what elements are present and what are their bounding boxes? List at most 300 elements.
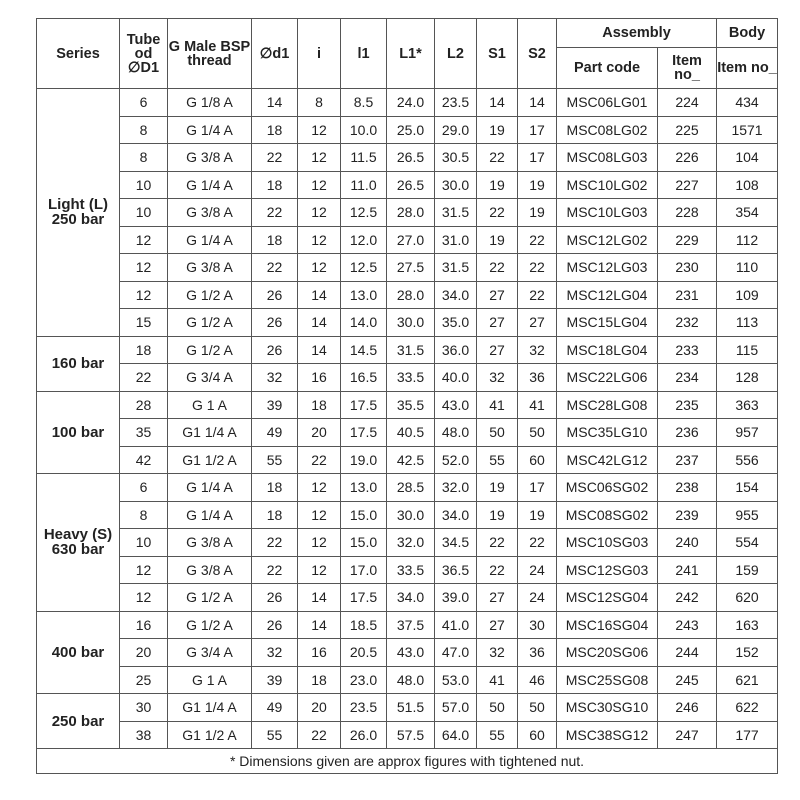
assembly-item-cell: 244	[658, 639, 717, 667]
series-cell: 400 bar	[37, 611, 120, 694]
header-part-code: Part code	[557, 48, 658, 89]
thread-cell: G 1/8 A	[168, 89, 252, 117]
S2-cell: 60	[518, 721, 557, 749]
assembly-item-cell: 226	[658, 144, 717, 172]
thread-cell: G 1/2 A	[168, 611, 252, 639]
l1-small-cell: 13.0	[341, 281, 387, 309]
header-S1: S1	[477, 19, 518, 89]
S2-cell: 22	[518, 226, 557, 254]
table-row	[37, 336, 778, 364]
S1-cell: 19	[477, 226, 518, 254]
i-cell: 22	[298, 446, 341, 474]
L1-cell: 28.5	[387, 474, 435, 502]
L1-cell: 27.5	[387, 254, 435, 282]
thread-cell: G 1/4 A	[168, 501, 252, 529]
assembly-item-cell: 247	[658, 721, 717, 749]
L2-cell: 64.0	[435, 721, 477, 749]
d1-cell: 22	[252, 199, 298, 227]
l1-small-cell: 14.5	[341, 336, 387, 364]
S1-cell: 22	[477, 254, 518, 282]
L2-cell: 30.0	[435, 171, 477, 199]
table-row	[37, 694, 778, 722]
l1-small-cell: 19.0	[341, 446, 387, 474]
thread-cell: G 1/4 A	[168, 116, 252, 144]
L2-cell: 36.0	[435, 336, 477, 364]
body-item-cell: 112	[717, 226, 778, 254]
thread-cell: G 1/2 A	[168, 336, 252, 364]
body-item-cell: 554	[717, 529, 778, 557]
assembly-item-cell: 239	[658, 501, 717, 529]
d1-cell: 32	[252, 639, 298, 667]
L1-cell: 42.5	[387, 446, 435, 474]
tube-od-cell: 15	[120, 309, 168, 337]
l1-small-cell: 17.5	[341, 391, 387, 419]
table-row	[37, 171, 778, 199]
assembly-item-cell: 237	[658, 446, 717, 474]
i-cell: 14	[298, 611, 341, 639]
l1-small-cell: 23.0	[341, 666, 387, 694]
d1-cell: 26	[252, 611, 298, 639]
thread-cell: G1 1/2 A	[168, 721, 252, 749]
table-row	[37, 89, 778, 117]
series-cell: Heavy (S) 630 bar	[37, 474, 120, 612]
L2-cell: 48.0	[435, 419, 477, 447]
S2-cell: 30	[518, 611, 557, 639]
L2-cell: 40.0	[435, 364, 477, 392]
thread-cell: G 1/4 A	[168, 474, 252, 502]
assembly-item-cell: 235	[658, 391, 717, 419]
d1-cell: 49	[252, 419, 298, 447]
tube-od-cell: 10	[120, 199, 168, 227]
i-cell: 14	[298, 336, 341, 364]
thread-cell: G1 1/4 A	[168, 694, 252, 722]
part-code-cell: MSC10LG02	[557, 171, 658, 199]
header-body-item: Item no_	[717, 48, 778, 89]
L1-cell: 37.5	[387, 611, 435, 639]
S1-cell: 41	[477, 666, 518, 694]
d1-cell: 14	[252, 89, 298, 117]
l1-small-cell: 15.0	[341, 501, 387, 529]
d1-cell: 18	[252, 116, 298, 144]
L1-cell: 30.0	[387, 501, 435, 529]
tube-od-cell: 28	[120, 391, 168, 419]
part-code-cell: MSC08SG02	[557, 501, 658, 529]
d1-cell: 18	[252, 171, 298, 199]
assembly-item-cell: 231	[658, 281, 717, 309]
table-row	[37, 584, 778, 612]
S2-cell: 41	[518, 391, 557, 419]
assembly-item-cell: 246	[658, 694, 717, 722]
tube-od-cell: 8	[120, 501, 168, 529]
L1-cell: 33.5	[387, 364, 435, 392]
L1-cell: 31.5	[387, 336, 435, 364]
S1-cell: 19	[477, 116, 518, 144]
S2-cell: 50	[518, 694, 557, 722]
assembly-item-cell: 236	[658, 419, 717, 447]
thread-cell: G 3/8 A	[168, 199, 252, 227]
l1-small-cell: 13.0	[341, 474, 387, 502]
S1-cell: 50	[477, 419, 518, 447]
thread-cell: G 1/4 A	[168, 226, 252, 254]
L2-cell: 34.0	[435, 501, 477, 529]
assembly-item-cell: 243	[658, 611, 717, 639]
S2-cell: 14	[518, 89, 557, 117]
part-code-cell: MSC18LG04	[557, 336, 658, 364]
S2-cell: 17	[518, 474, 557, 502]
thread-cell: G 1/2 A	[168, 584, 252, 612]
d1-cell: 49	[252, 694, 298, 722]
body-item-cell: 154	[717, 474, 778, 502]
part-code-cell: MSC12SG04	[557, 584, 658, 612]
tube-od-cell: 38	[120, 721, 168, 749]
i-cell: 8	[298, 89, 341, 117]
part-code-cell: MSC12LG04	[557, 281, 658, 309]
l1-small-cell: 10.0	[341, 116, 387, 144]
S1-cell: 22	[477, 144, 518, 172]
thread-cell: G 1/2 A	[168, 309, 252, 337]
L2-cell: 36.5	[435, 556, 477, 584]
S2-cell: 36	[518, 639, 557, 667]
series-cell: 160 bar	[37, 336, 120, 391]
l1-small-cell: 11.0	[341, 171, 387, 199]
S1-cell: 32	[477, 364, 518, 392]
L1-cell: 28.0	[387, 281, 435, 309]
L2-cell: 39.0	[435, 584, 477, 612]
L2-cell: 53.0	[435, 666, 477, 694]
part-code-cell: MSC25SG08	[557, 666, 658, 694]
thread-cell: G1 1/2 A	[168, 446, 252, 474]
header-i: i	[298, 19, 341, 89]
S1-cell: 27	[477, 281, 518, 309]
L2-cell: 31.5	[435, 254, 477, 282]
footnote: * Dimensions given are approx figures with tightened nut.	[37, 749, 778, 774]
S1-cell: 55	[477, 721, 518, 749]
S2-cell: 17	[518, 144, 557, 172]
thread-cell: G 1/4 A	[168, 171, 252, 199]
i-cell: 18	[298, 391, 341, 419]
S1-cell: 22	[477, 199, 518, 227]
L2-cell: 52.0	[435, 446, 477, 474]
tube-od-cell: 12	[120, 281, 168, 309]
table-row	[37, 309, 778, 337]
body-item-cell: 556	[717, 446, 778, 474]
part-code-cell: MSC12SG03	[557, 556, 658, 584]
body-item-cell: 108	[717, 171, 778, 199]
l1-small-cell: 18.5	[341, 611, 387, 639]
thread-cell: G1 1/4 A	[168, 419, 252, 447]
body-item-cell: 109	[717, 281, 778, 309]
header-assembly: Assembly	[557, 19, 717, 48]
S1-cell: 19	[477, 501, 518, 529]
L1-cell: 26.5	[387, 144, 435, 172]
body-item-cell: 177	[717, 721, 778, 749]
part-code-cell: MSC10SG03	[557, 529, 658, 557]
part-code-cell: MSC20SG06	[557, 639, 658, 667]
tube-od-cell: 42	[120, 446, 168, 474]
i-cell: 22	[298, 721, 341, 749]
S2-cell: 27	[518, 309, 557, 337]
part-code-cell: MSC42LG12	[557, 446, 658, 474]
body-item-cell: 354	[717, 199, 778, 227]
L1-cell: 28.0	[387, 199, 435, 227]
i-cell: 14	[298, 309, 341, 337]
L1-cell: 33.5	[387, 556, 435, 584]
table-row	[37, 226, 778, 254]
l1-small-cell: 12.5	[341, 254, 387, 282]
d1-cell: 22	[252, 529, 298, 557]
table-row	[37, 529, 778, 557]
thread-cell: G 3/8 A	[168, 144, 252, 172]
tube-od-cell: 16	[120, 611, 168, 639]
i-cell: 16	[298, 364, 341, 392]
part-code-cell: MSC15LG04	[557, 309, 658, 337]
d1-cell: 39	[252, 666, 298, 694]
L1-cell: 40.5	[387, 419, 435, 447]
table-row	[37, 666, 778, 694]
header-l1-small: l1	[341, 19, 387, 89]
l1-small-cell: 17.0	[341, 556, 387, 584]
S1-cell: 55	[477, 446, 518, 474]
l1-small-cell: 8.5	[341, 89, 387, 117]
fitting-spec-table	[36, 18, 778, 774]
l1-small-cell: 17.5	[341, 419, 387, 447]
part-code-cell: MSC12LG03	[557, 254, 658, 282]
l1-small-cell: 23.5	[341, 694, 387, 722]
i-cell: 14	[298, 281, 341, 309]
d1-cell: 55	[252, 721, 298, 749]
i-cell: 12	[298, 116, 341, 144]
header-series: Series	[37, 19, 120, 89]
thread-cell: G 1 A	[168, 391, 252, 419]
tube-od-cell: 10	[120, 529, 168, 557]
body-item-cell: 363	[717, 391, 778, 419]
tube-od-cell: 12	[120, 584, 168, 612]
body-item-cell: 434	[717, 89, 778, 117]
table-row	[37, 639, 778, 667]
header-body: Body	[717, 19, 778, 48]
body-item-cell: 622	[717, 694, 778, 722]
body-item-cell: 104	[717, 144, 778, 172]
part-code-cell: MSC06LG01	[557, 89, 658, 117]
body-item-cell: 159	[717, 556, 778, 584]
part-code-cell: MSC30SG10	[557, 694, 658, 722]
assembly-item-cell: 227	[658, 171, 717, 199]
S1-cell: 22	[477, 529, 518, 557]
L2-cell: 29.0	[435, 116, 477, 144]
assembly-item-cell: 238	[658, 474, 717, 502]
table-row	[37, 144, 778, 172]
d1-cell: 22	[252, 254, 298, 282]
L2-cell: 31.5	[435, 199, 477, 227]
L1-cell: 32.0	[387, 529, 435, 557]
i-cell: 14	[298, 584, 341, 612]
table-row	[37, 556, 778, 584]
body-item-cell: 955	[717, 501, 778, 529]
tube-od-cell: 12	[120, 226, 168, 254]
part-code-cell: MSC38SG12	[557, 721, 658, 749]
part-code-cell: MSC06SG02	[557, 474, 658, 502]
S2-cell: 24	[518, 584, 557, 612]
assembly-item-cell: 240	[658, 529, 717, 557]
thread-cell: G 3/4 A	[168, 364, 252, 392]
body-item-cell: 115	[717, 336, 778, 364]
S2-cell: 46	[518, 666, 557, 694]
L1-cell: 30.0	[387, 309, 435, 337]
d1-cell: 18	[252, 226, 298, 254]
d1-cell: 26	[252, 584, 298, 612]
S2-cell: 24	[518, 556, 557, 584]
table-row	[37, 474, 778, 502]
body-item-cell: 113	[717, 309, 778, 337]
L1-cell: 43.0	[387, 639, 435, 667]
header-thread: G Male BSP thread	[168, 19, 252, 89]
assembly-item-cell: 233	[658, 336, 717, 364]
assembly-item-cell: 230	[658, 254, 717, 282]
assembly-item-cell: 232	[658, 309, 717, 337]
l1-small-cell: 15.0	[341, 529, 387, 557]
table-row	[37, 364, 778, 392]
S2-cell: 22	[518, 529, 557, 557]
table-row	[37, 391, 778, 419]
body-item-cell: 1571	[717, 116, 778, 144]
L1-cell: 24.0	[387, 89, 435, 117]
tube-od-cell: 35	[120, 419, 168, 447]
L2-cell: 57.0	[435, 694, 477, 722]
d1-cell: 55	[252, 446, 298, 474]
l1-small-cell: 11.5	[341, 144, 387, 172]
i-cell: 18	[298, 666, 341, 694]
series-cell: 100 bar	[37, 391, 120, 474]
series-cell: 250 bar	[37, 694, 120, 749]
header-assembly-item: Item no_	[658, 48, 717, 89]
table-row	[37, 721, 778, 749]
d1-cell: 22	[252, 144, 298, 172]
l1-small-cell: 26.0	[341, 721, 387, 749]
body-item-cell: 128	[717, 364, 778, 392]
L2-cell: 47.0	[435, 639, 477, 667]
L2-cell: 35.0	[435, 309, 477, 337]
S2-cell: 19	[518, 501, 557, 529]
L2-cell: 31.0	[435, 226, 477, 254]
S2-cell: 36	[518, 364, 557, 392]
S2-cell: 22	[518, 281, 557, 309]
tube-od-cell: 30	[120, 694, 168, 722]
d1-cell: 26	[252, 281, 298, 309]
tube-od-cell: 6	[120, 474, 168, 502]
thread-cell: G 3/8 A	[168, 556, 252, 584]
S1-cell: 14	[477, 89, 518, 117]
table-row	[37, 501, 778, 529]
L1-cell: 48.0	[387, 666, 435, 694]
i-cell: 12	[298, 144, 341, 172]
table-row	[37, 446, 778, 474]
L1-cell: 57.5	[387, 721, 435, 749]
body-item-cell: 163	[717, 611, 778, 639]
S2-cell: 17	[518, 116, 557, 144]
L1-cell: 35.5	[387, 391, 435, 419]
S1-cell: 27	[477, 611, 518, 639]
i-cell: 12	[298, 199, 341, 227]
header-tube-od: Tube od ∅D1	[120, 19, 168, 89]
table-row	[37, 419, 778, 447]
series-cell: Light (L) 250 bar	[37, 89, 120, 337]
L1-cell: 26.5	[387, 171, 435, 199]
tube-od-cell: 8	[120, 116, 168, 144]
S1-cell: 27	[477, 584, 518, 612]
S2-cell: 22	[518, 254, 557, 282]
header-d1: ∅d1	[252, 19, 298, 89]
L2-cell: 30.5	[435, 144, 477, 172]
assembly-item-cell: 228	[658, 199, 717, 227]
i-cell: 12	[298, 474, 341, 502]
body-item-cell: 621	[717, 666, 778, 694]
tube-od-cell: 22	[120, 364, 168, 392]
assembly-item-cell: 224	[658, 89, 717, 117]
l1-small-cell: 16.5	[341, 364, 387, 392]
header-S2: S2	[518, 19, 557, 89]
part-code-cell: MSC35LG10	[557, 419, 658, 447]
S2-cell: 50	[518, 419, 557, 447]
tube-od-cell: 6	[120, 89, 168, 117]
i-cell: 12	[298, 556, 341, 584]
i-cell: 20	[298, 694, 341, 722]
part-code-cell: MSC08LG03	[557, 144, 658, 172]
S1-cell: 22	[477, 556, 518, 584]
tube-od-cell: 12	[120, 254, 168, 282]
tube-od-cell: 25	[120, 666, 168, 694]
l1-small-cell: 14.0	[341, 309, 387, 337]
i-cell: 12	[298, 501, 341, 529]
i-cell: 12	[298, 226, 341, 254]
assembly-item-cell: 241	[658, 556, 717, 584]
S1-cell: 32	[477, 639, 518, 667]
L2-cell: 43.0	[435, 391, 477, 419]
part-code-cell: MSC28LG08	[557, 391, 658, 419]
l1-small-cell: 12.5	[341, 199, 387, 227]
part-code-cell: MSC22LG06	[557, 364, 658, 392]
S1-cell: 50	[477, 694, 518, 722]
tube-od-cell: 12	[120, 556, 168, 584]
part-code-cell: MSC08LG02	[557, 116, 658, 144]
assembly-item-cell: 225	[658, 116, 717, 144]
L2-cell: 34.0	[435, 281, 477, 309]
d1-cell: 22	[252, 556, 298, 584]
d1-cell: 26	[252, 336, 298, 364]
d1-cell: 18	[252, 501, 298, 529]
L1-cell: 34.0	[387, 584, 435, 612]
L2-cell: 23.5	[435, 89, 477, 117]
assembly-item-cell: 245	[658, 666, 717, 694]
d1-cell: 32	[252, 364, 298, 392]
assembly-item-cell: 229	[658, 226, 717, 254]
header-L1: L1*	[387, 19, 435, 89]
table-row	[37, 116, 778, 144]
thread-cell: G 1/2 A	[168, 281, 252, 309]
tube-od-cell: 20	[120, 639, 168, 667]
d1-cell: 18	[252, 474, 298, 502]
assembly-item-cell: 242	[658, 584, 717, 612]
table-row	[37, 611, 778, 639]
table-row	[37, 281, 778, 309]
S1-cell: 19	[477, 171, 518, 199]
thread-cell: G 3/4 A	[168, 639, 252, 667]
d1-cell: 39	[252, 391, 298, 419]
S2-cell: 32	[518, 336, 557, 364]
tube-od-cell: 10	[120, 171, 168, 199]
S1-cell: 27	[477, 309, 518, 337]
l1-small-cell: 20.5	[341, 639, 387, 667]
thread-cell: G 1 A	[168, 666, 252, 694]
